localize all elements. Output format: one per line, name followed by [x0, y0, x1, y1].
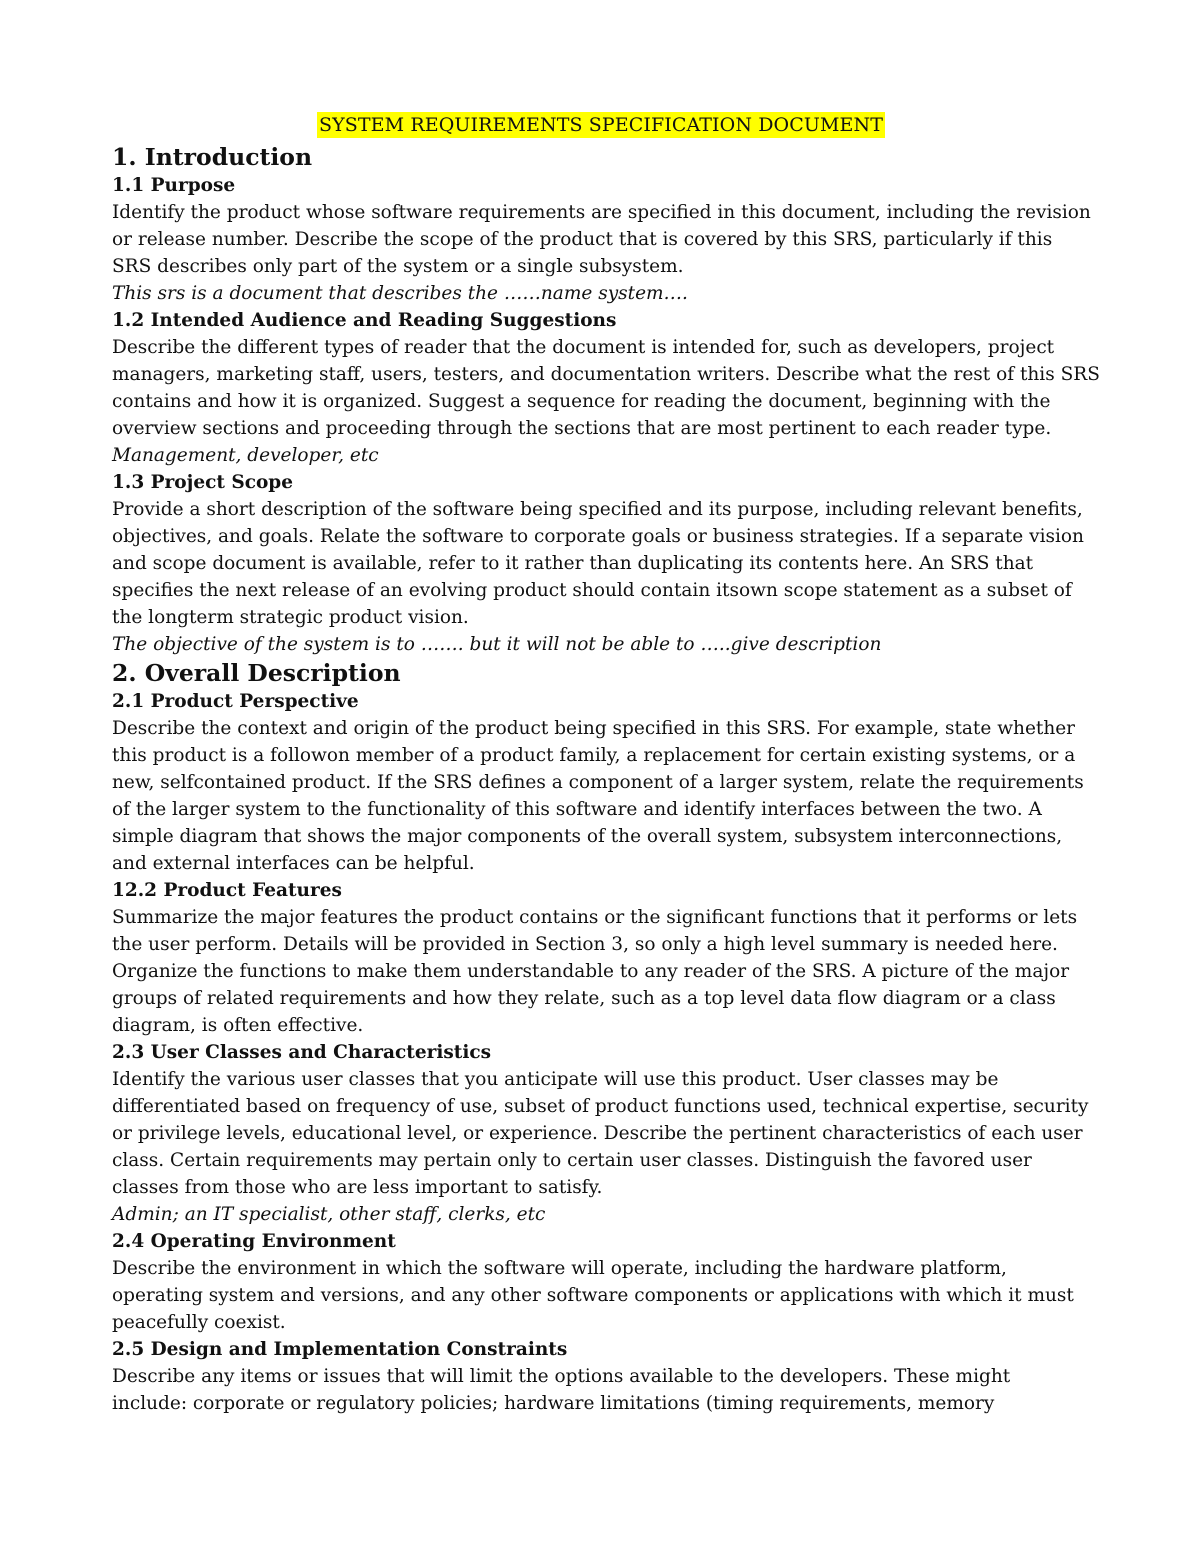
text-line: differentiated based on frequency of use, subset of product functions used, technical expertise, security [112, 1096, 1089, 1117]
text-line: Describe the context and origin of the product being specified in this SRS. For example, state whether [112, 718, 1076, 739]
text-line: Organize the functions to make them understandable to any reader of the SRS. A picture of the major [112, 961, 1070, 982]
text-line: Describe the environment in which the software will operate, including the hardware platform, [112, 1258, 1007, 1279]
paragraph-audience [112, 334, 1100, 442]
text-line: or release number. Describe the scope of the product that is covered by this SRS, particularly if this [112, 229, 1053, 250]
note-project-scope: The objective of the system is to ……. but it will not be able to …..give description [112, 634, 882, 655]
text-line: overview sections and proceeding through the sections that are most pertinent to each reader type. [112, 418, 1052, 439]
paragraph-purpose [112, 199, 1090, 280]
text-line: simple diagram that shows the major components of the overall system, subsystem interconnections, [112, 826, 1063, 847]
subsection-heading-product-features: 12.2 Product Features [112, 880, 342, 901]
subsection-heading-audience: 1.2 Intended Audience and Reading Suggestions [112, 310, 617, 331]
text-line: new, selfcontained product. If the SRS defines a component of a larger system, relate the requirements [112, 772, 1084, 793]
text-line: SRS describes only part of the system or a single subsystem. [112, 256, 684, 277]
text-line: operating system and versions, and any other software components or applications with which it must [112, 1285, 1074, 1306]
text-line: peacefully coexist. [112, 1312, 286, 1333]
text-line: classes from those who are less important to satisfy. [112, 1177, 603, 1198]
text-line: Describe any items or issues that will limit the options available to the developers. These might [112, 1366, 1011, 1387]
subsection-heading-project-scope: 1.3 Project Scope [112, 472, 294, 493]
section-heading-introduction: 1. Introduction [112, 143, 313, 171]
note-user-classes: Admin; an IT specialist, other staff, clerks, etc [112, 1204, 546, 1225]
note-audience: Management, developer, etc [112, 445, 379, 466]
text-line: or privilege levels, educational level, or experience. Describe the pertinent characteristics of each user [112, 1123, 1083, 1144]
subsection-heading-user-classes: 2.3 User Classes and Characteristics [112, 1042, 492, 1063]
document-body [112, 112, 1100, 1417]
text-line: diagram, is often effective. [112, 1015, 364, 1036]
text-line: the longterm strategic product vision. [112, 607, 469, 628]
text-line: Identify the various user classes that you anticipate will use this product. User classes may be [112, 1069, 999, 1090]
text-line: include: corporate or regulatory policies; hardware limitations (timing requirements, memory [112, 1393, 995, 1414]
paragraph-user-classes [112, 1066, 1090, 1201]
text-line: managers, marketing staff, users, testers, and documentation writers. Describe what the rest of this SRS [112, 364, 1100, 385]
text-line: groups of related requirements and how they relate, such as a top level data flow diagram or a class [112, 988, 1056, 1009]
paragraph-operating-environment [112, 1255, 1090, 1336]
text-line: Identify the product whose software requirements are specified in this document, including the revision [112, 202, 1091, 223]
text-line: Describe the different types of reader that the document is intended for, such as developers, project [112, 337, 1055, 358]
subsection-heading-design-constraints: 2.5 Design and Implementation Constraints [112, 1339, 568, 1360]
section-heading-overall-description: 2. Overall Description [112, 659, 401, 687]
text-line: objectives, and goals. Relate the software to corporate goals or business strategies. If a separate vision [112, 526, 1084, 547]
text-line: and external interfaces can be helpful. [112, 853, 475, 874]
subsection-heading-operating-environment: 2.4 Operating Environment [112, 1231, 396, 1252]
document-title: SYSTEM REQUIREMENTS SPECIFICATION DOCUMENT [319, 114, 883, 136]
text-line: this product is a followon member of a product family, a replacement for certain existing systems, or a [112, 745, 1076, 766]
paragraph-design-constraints [112, 1363, 1090, 1417]
subsection-heading-purpose: 1.1 Purpose [112, 175, 236, 196]
text-line: and scope document is available, refer to it rather than duplicating its contents here. An SRS that [112, 553, 1034, 574]
text-line: class. Certain requirements may pertain only to certain user classes. Distinguish the favored user [112, 1150, 1032, 1171]
paragraph-project-scope [112, 496, 1090, 631]
paragraph-product-perspective [112, 715, 1090, 877]
text-line: specifies the next release of an evolving product should contain itsown scope statement as a subset of [112, 580, 1072, 601]
paragraph-product-features [112, 904, 1090, 1039]
text-line: of the larger system to the functionality of this software and identify interfaces between the two. A [112, 799, 1042, 820]
text-line: contains and how it is organized. Suggest a sequence for reading the document, beginning with the [112, 391, 1051, 412]
subsection-heading-product-perspective: 2.1 Product Perspective [112, 691, 359, 712]
text-line: the user perform. Details will be provided in Section 3, so only a high level summary is needed here. [112, 934, 1058, 955]
text-line: Provide a short description of the software being specified and its purpose, including relevant benefits, [112, 499, 1083, 520]
title-row [112, 112, 1090, 142]
note-purpose: This srs is a document that describes the ……name system…. [112, 283, 688, 304]
text-line: Summarize the major features the product contains or the significant functions that it performs or lets [112, 907, 1078, 928]
